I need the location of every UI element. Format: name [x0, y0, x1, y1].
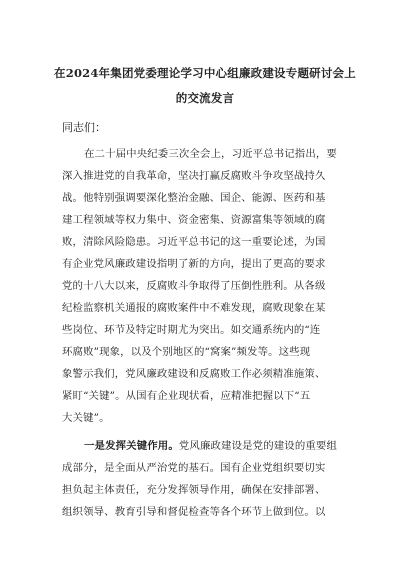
text-line: 有企业党风廉政建设指明了新的方向，提出了更高的要求: [62, 258, 326, 270]
paragraph-lead: 一是发挥关键作用。: [84, 440, 179, 452]
text-line: 党的十八大以来，反腐败斗争取得了压倒性胜利。从各级: [62, 280, 326, 292]
text-line: 败，清除风险隐患。习近平总书记的这一重要论述，为国: [62, 236, 326, 248]
text-line: 成部分，是全面从严治党的基石。国有企业党组织要切实: [62, 462, 326, 474]
text-line: [84, 436, 352, 456]
text-line: 担负起主体责任，充分发挥领导作用，确保在安排部署、: [62, 484, 326, 496]
text-line: 组织领导、教育引导和督促检查等各个环节上做到位。以: [62, 506, 326, 518]
text-line: 些岗位、环节及特定时期尤为突出。如交通系统内的“连: [62, 324, 321, 336]
text-line: 深入推进党的自我革命，坚决打赢反腐败斗争攻坚战持久: [62, 170, 326, 182]
text-line: 环腐败”现象，以及个别地区的“窝案”频发等。这些现: [62, 346, 311, 358]
text-line: 紧盯“关键”。从国有企业现状看，应精准把握以下“五: [62, 390, 311, 402]
paragraph-text: 党风廉政建设是党的建设的重要组: [178, 440, 337, 452]
document-title-line-2: 的交流发言: [175, 91, 235, 105]
text-line: 大关键”。: [62, 412, 110, 424]
text-line: 在二十届中央纪委三次全会上，习近平总书记指出，要: [84, 148, 337, 160]
text-line: 战。他特别强调要深化整治金融、国企、能源、医药和基: [62, 192, 326, 204]
text-line: 纪检监察机关通报的腐败案件中不难发现，腐败现象在某: [62, 302, 326, 314]
text-line: 象警示我们，党风廉政建设和反腐败工作必须精准施策、: [62, 368, 326, 380]
text-line: 建工程领域等权力集中、资金密集、资源富集等领域的腐: [62, 214, 326, 226]
document-title-line-1: 在2024年集团党委理论学习中心组廉政建设专题研讨会上: [54, 66, 356, 80]
salutation: 同志们：: [62, 121, 106, 134]
